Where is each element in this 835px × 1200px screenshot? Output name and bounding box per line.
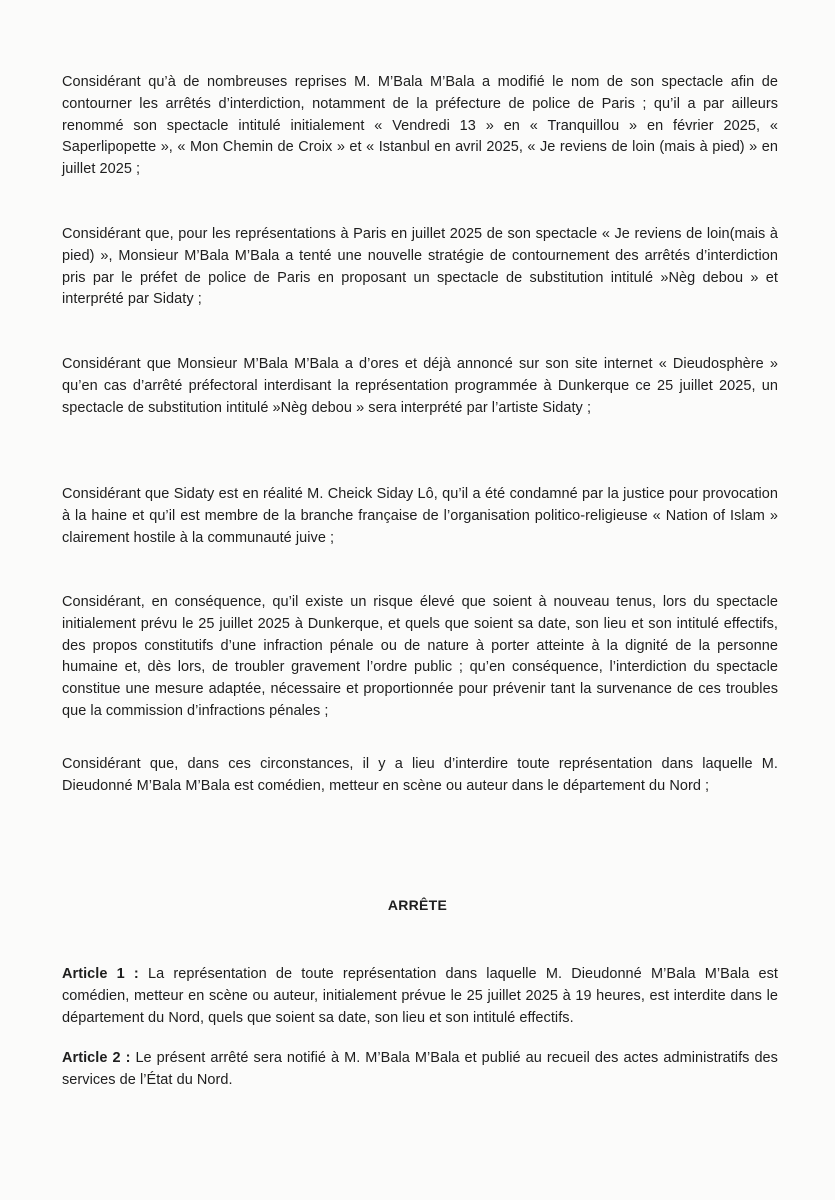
article-1-paragraph [62, 964, 778, 1029]
considerant-paragraph-1: Considérant qu’à de nombreuses reprises M. M’Bala M’Bala a modifié le nom de son spectacle afin de contourner les arrêtés d’interdiction, notamment de la préfecture de police de Paris ; qu’il a par ailleurs renommé son spectacle intitulé initialement « Vendredi 13 » en « Tranquillou » en février 2025, « Saperlipopette », « Mon Chemin de Croix » et « Istanbul en avril 2025, « Je reviens de loin (mais à pied) » en juillet 2025 ; [62, 74, 778, 178]
article-1-text: La représentation de toute représentation dans laquelle M. Dieudonné M’Bala M’Bala est comédien, metteur en scène ou auteur, initialement prévue le 25 juillet 2025 à 19 heures, est interdite dans le département du Nord, quels que soient sa date, son lieu et son intitulé effectifs. [62, 966, 778, 1026]
article-2-paragraph [62, 1048, 778, 1092]
arrete-heading: ARRÊTE [387, 897, 448, 913]
considerant-paragraph-4: Considérant que Sidaty est en réalité M. Cheick Siday Lô, qu’il a été condamné par la justice pour provocation à la haine et qu’il est membre de la branche française de l’organisation politico-religieuse « Nation of Islam » clairement hostile à la communauté juive ; [62, 486, 778, 546]
article-2-text: Le présent arrêté sera notifié à M. M’Bala M’Bala et publié au recueil des actes administratifs des services de l’État du Nord. [62, 1050, 778, 1088]
considerant-paragraph-3: Considérant que Monsieur M’Bala M’Bala a d’ores et déjà annoncé sur son site internet « Dieudosphère » qu’en cas d’arrêté préfectoral interdisant la représentation programmée à Dunkerque ce 25 juillet 2025, un spectacle de substitution intitulé »Nèg debou » sera interprété par l’artiste Sidaty ; [62, 356, 778, 416]
article-1-label: Article 1 : [62, 966, 139, 982]
considerant-paragraph-5: Considérant, en conséquence, qu’il existe un risque élevé que soient à nouveau tenus, lors du spectacle initialement prévu le 25 juillet 2025 à Dunkerque, et quels que soient sa date, son lieu et son intitulé effectifs, des propos constitutifs d’une infraction pénale ou de nature à porter atteinte à la dignité de la personne humaine et, dès lors, de troubler gravement l’ordre public ; qu’en conséquence, l’interdiction du spectacle constitue une mesure adaptée, nécessaire et proportionnée pour prévenir tant la survenance de ces troubles que la commission d’infractions pénales ; [62, 594, 778, 719]
considerant-paragraph-6: Considérant que, dans ces circonstances, il y a lieu d’interdire toute représentation dans laquelle M. Dieudonné M’Bala M’Bala est comédien, metteur en scène ou auteur dans le département du Nord ; [62, 756, 778, 794]
considerant-paragraph-2: Considérant que, pour les représentations à Paris en juillet 2025 de son spectacle « Je reviens de loin(mais à pied) », Monsieur M’Bala M’Bala a tenté une nouvelle stratégie de contournement des arrêtés d’interdiction pris par le préfet de police de Paris en proposant un spectacle de substitution intitulé »Nèg debou » et interprété par Sidaty ; [62, 226, 778, 308]
article-2-label: Article 2 : [62, 1050, 131, 1066]
